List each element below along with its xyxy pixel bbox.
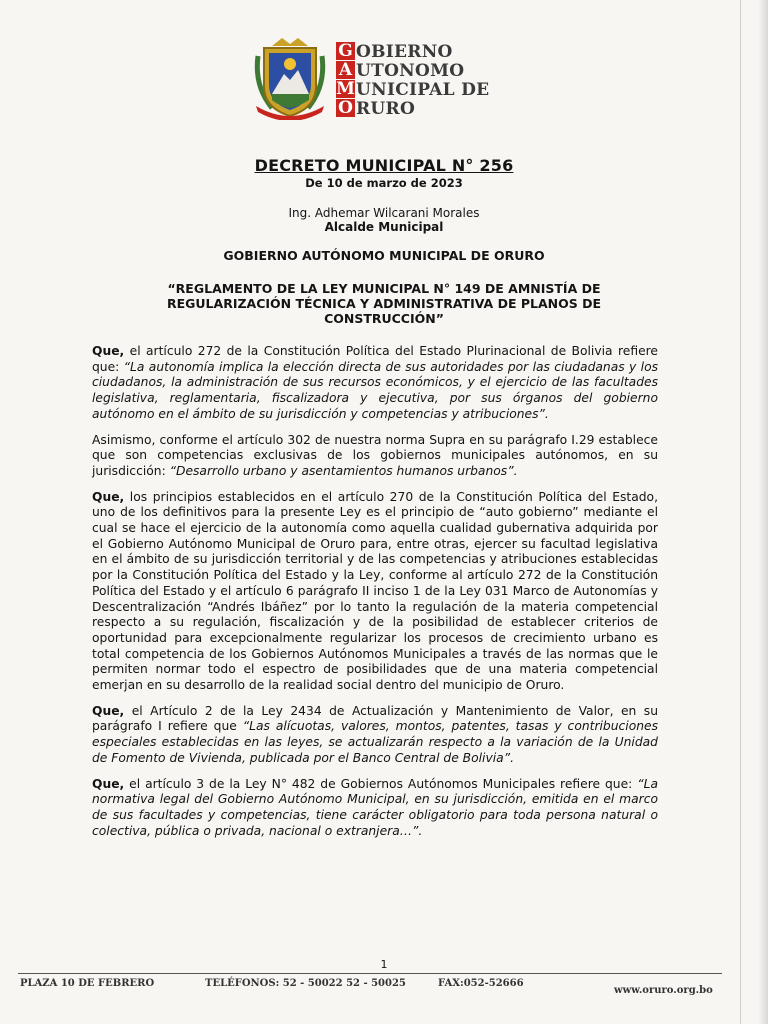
institution-name [356,42,489,118]
page-number: 1 [380,958,388,971]
paragraph-lead: Que, [92,344,125,358]
initial-m: M [336,79,355,99]
paragraph-quote: “Desarrollo urbano y asentamientos humanos urbanos”. [169,463,518,478]
initials-column [336,42,356,118]
decree-heading [0,156,768,326]
initial-a: A [336,61,355,79]
paragraph-text: el artículo 3 de la Ley N° 482 de Gobiernos Autónomos Municipales refiere que: [124,776,638,791]
decree-title: DECRETO MUNICIPAL N° 256 [254,156,514,175]
regulation-title: “REGLAMENTO DE LA LEY MUNICIPAL N° 149 DE AMNISTÍA DE REGULARIZACIÓN TÉCNICA Y ADMINISTRATIVA DE PLANOS DE CONSTRUCCIÓN” [166,281,601,326]
paragraph-text: los principios establecidos en el artículo 270 de la Constitución Política del Estado, uno de los definitivos para la presente Ley es el principio de “auto gobierno” mediante el cual se hace el ejercicio de la autonomía como aquella cualidad gubernativa adquirida por el Gobierno Autónomo Municipal de Oruro para, entre otras, ejercer su facultad legislativa en el ámbito de su jurisdicción territorial y de las competencias y atribuciones establecidas por la Constitución Política del Estado y la Ley, conforme al artículo 272 de la Constitución Política del Estado y el artículo 6 parágrafo II inciso 1 de la Ley 031 Marco de Autonomías y Descentralización “Andrés Ibáñez” por lo tanto la regulación de la materia competencial respecto a su regulación, fiscalización y de la posibilidad de establecer criterios de oportunidad para excepcionalmente regularizar los procesos de crecimiento urbano es total competencia de los Gobiernos Autónomos Municipales a través de las normas que le permiten normar todo el espectro de posibilidades que de una materia competencial emerjan en su desarrollo de la realidad social dentro del municipio de Oruro. [92,489,658,693]
paragraph-quote: “Las alícuotas, valores, montos, patentes, tasas y contribuciones especiales establecidas en las leyes, se actualizarán respecto a la variación de la Unidad de Fomento de Vivienda, publicada por el Banco Central de Bolivia”. [92,719,658,765]
initial-o: O [336,99,355,117]
paragraph-lead: Que, [92,489,125,504]
paragraph-lead: Que, [92,703,125,718]
name-line-1: OBIERNO [356,42,453,62]
initial-g: G [336,42,355,60]
scan-edge-shadow [758,0,768,1024]
paragraph-2 [92,433,658,480]
name-line-3: UNICIPAL DE [356,80,490,100]
footer-website[interactable]: www.oruro.org.bo [614,985,713,996]
paragraph-lead: Que, [92,776,125,791]
letterhead [252,36,552,122]
paragraph-text: el Artículo 2 de la Ley 2434 de Actualización y Mantenimiento de Valor, en su parágrafo I refiere que [92,703,658,734]
paragraph-quote: “La normativa legal del Gobierno Autónomo Municipal, en su jurisdicción, emitida en el marco de sus facultades y competencias, tiene carácter obligatorio para toda persona natural o colectiva, pública o privada, nacional o extranjera…”. [92,776,658,838]
decree-body [92,344,658,849]
paragraph-3 [92,490,658,694]
name-line-4: RURO [356,99,416,119]
official-name: Ing. Adhemar Wilcarani Morales [288,206,480,220]
paragraph-text: Asimismo, conforme el artículo 302 de nuestra norma Supra en su parágrafo I.29 establece que son competencias exclusivas de los gobiernos municipales autónomos, en su jurisdicción: [92,432,658,478]
decree-date: De 10 de marzo de 2023 [305,176,463,190]
municipal-crest-icon [252,36,328,120]
footer [20,978,720,998]
paragraph-4 [92,704,658,767]
footer-divider [18,973,722,974]
paragraph-text: el artículo 272 de la Constitución Política del Estado Plurinacional de Bolivia refiere que: [92,344,658,374]
paragraph-1 [92,344,658,423]
government-name: GOBIERNO AUTÓNOMO MUNICIPAL DE ORURO [223,248,545,263]
name-line-2: UTONOMO [356,61,465,81]
paragraph-quote: “La autonomía implica la elección directa de sus autoridades por las ciudadanas y los ciudadanos, la administración de sus recursos económicos, y el ejercicio de las facultades legislativa, reglamentaria, fiscalizadora y ejecutiva, por sus órganos del gobierno autónomo en el ámbito de su jurisdicción y competencias y atribuciones”. [92,359,658,421]
official-role: Alcalde Municipal [324,220,444,234]
footer-address: PLAZA 10 DE FEBRERO [20,978,155,989]
footer-fax: FAX:052-52666 [438,978,524,989]
paragraph-5 [92,777,658,840]
footer-phones: TELÉFONOS: 52 - 50022 52 - 50025 [205,978,406,989]
scan-shadow-line [740,0,741,1024]
